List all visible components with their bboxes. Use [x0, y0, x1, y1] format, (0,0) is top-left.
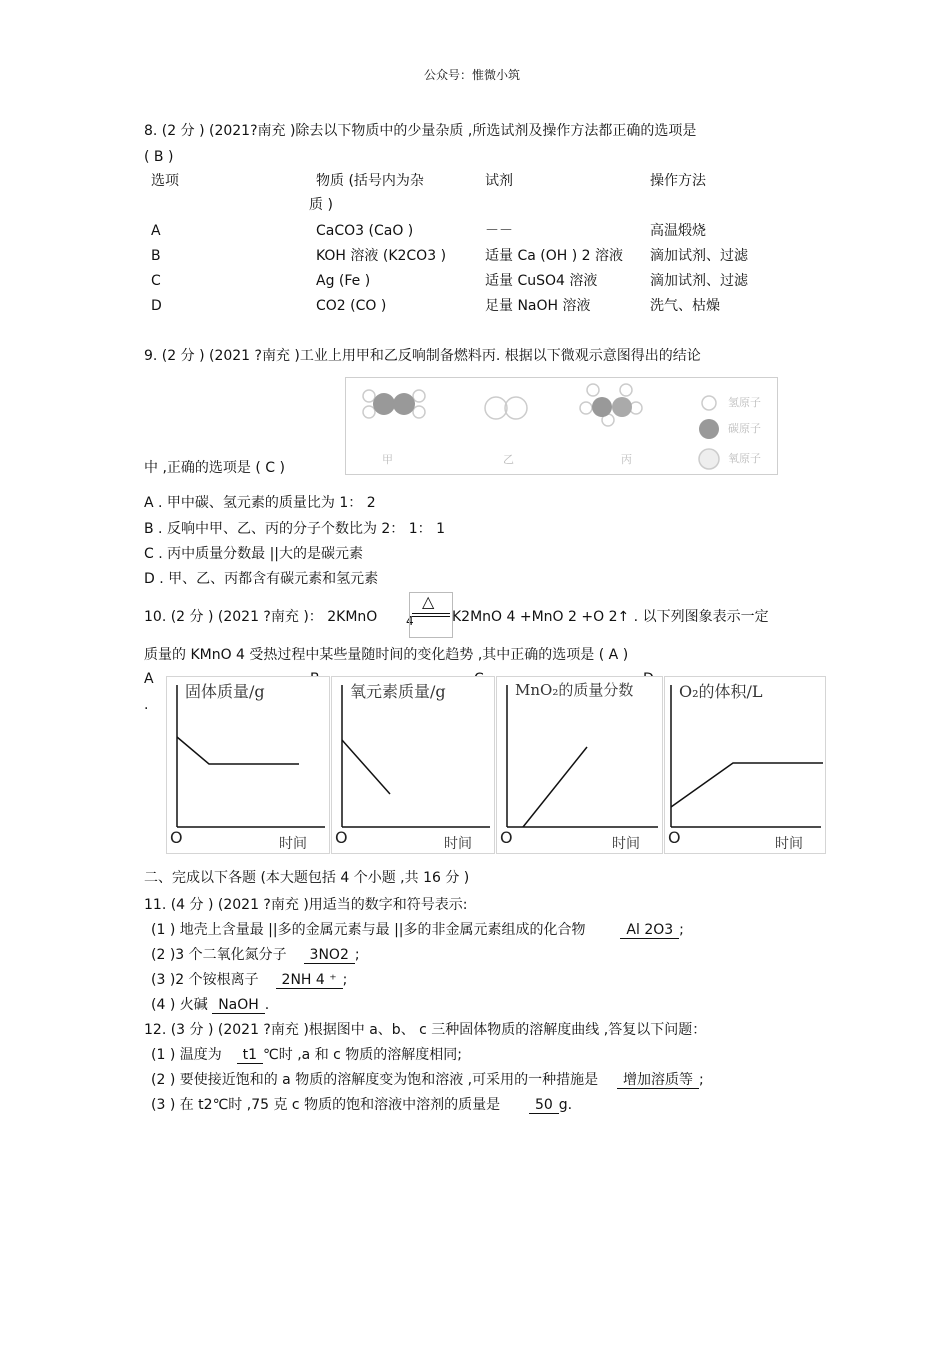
- q10-stem-b: K2MnO 4 +MnO 2 +O 2↑ . 以下列图象表示一定: [452, 609, 769, 625]
- graph-b-xlabel: 时间: [444, 836, 472, 852]
- q12-item-1-answer: t1: [237, 1047, 263, 1064]
- q8-row-a-substance: CaCO3 (CaO ): [316, 223, 414, 239]
- graph-d-ylabel: O₂的体积/L: [679, 682, 763, 701]
- q8-row-a-reagent: －－: [485, 223, 513, 239]
- q11-item-3-text: (3 )2 个铵根离子: [151, 972, 259, 988]
- graph-d-curve: [671, 763, 823, 807]
- q11-item-3: [151, 971, 347, 989]
- q11-item-2-answer: 3NO2: [304, 947, 355, 964]
- graph-c-xlabel: 时间: [612, 836, 640, 852]
- oxygen-legend-icon: [699, 449, 719, 469]
- q9-stem: 9. (2 分 ) (2021 ?南充 )工业上用甲和乙反响制备燃料丙. 根据以下微观示意图得出的结论: [144, 348, 701, 364]
- q8-header-substance: 物质 (括号内为杂: [316, 173, 424, 189]
- legend-carbon: 碳原子: [728, 422, 761, 435]
- q8-row-b-reagent: 适量 Ca (OH ) 2 溶液: [485, 248, 623, 264]
- q10-stem-2: 质量的 KMnO 4 受热过程中某些量随时间的变化趋势 ,其中正确的选项是 ( A ): [144, 647, 629, 663]
- graph-b-curve: [342, 740, 390, 794]
- q11-item-3-answer: 2NH 4 ⁺: [276, 972, 343, 989]
- graph-c-curve: [523, 747, 587, 827]
- graph-a: [166, 676, 330, 854]
- q10-subscript: 4: [406, 614, 414, 628]
- q8-row-d-option: D: [151, 298, 162, 314]
- q8-row-b-substance: KOH 溶液 (K2CO3 ): [316, 248, 447, 264]
- q8-row-d-reagent: 足量 NaOH 溶液: [485, 298, 591, 314]
- hydrogen-legend-icon: [702, 396, 716, 410]
- q8-row-c-reagent: 适量 CuSO4 溶液: [485, 273, 598, 289]
- q12-item-3: [151, 1096, 572, 1114]
- q10-stem-a: 10. (2 分 ) (2021 ?南充 )： 2KMnO: [144, 609, 378, 625]
- q11-item-4-answer: NaOH: [212, 997, 265, 1014]
- q9-option-b: B . 反响中甲、乙、丙的分子个数比为 2： 1： 1: [144, 521, 446, 537]
- equals-line-top: [412, 613, 450, 614]
- q12-item-2-text: (2 ) 要使接近饱和的 a 物质的溶解度变为饱和溶液 ,可采用的一种措施是: [151, 1072, 599, 1088]
- graph-b: [331, 676, 495, 854]
- legend-hydrogen: 氢原子: [728, 396, 761, 409]
- reaction-condition-box: [409, 592, 453, 638]
- graph-b-svg: [332, 677, 494, 853]
- q11-item-4: [151, 996, 269, 1014]
- graph-b-origin: O: [335, 828, 348, 847]
- label-yi: 乙: [503, 453, 514, 466]
- q9-option-d: D . 甲、乙、丙都含有碳元素和氢元素: [144, 571, 379, 587]
- q8-row-d-method: 洗气、枯燥: [650, 298, 720, 314]
- graph-a-xlabel: 时间: [279, 836, 307, 852]
- q9-option-c: C . 丙中质量分数最 ||大的是碳元素: [144, 546, 364, 562]
- q9-answer: 中 ,正确的选项是 ( C ): [144, 460, 285, 476]
- q12-item-3-text: (3 ) 在 t2℃时 ,75 克 c 物质的饱和溶液中溶剂的质量是: [151, 1097, 501, 1113]
- q11-item-1-answer: Al 2O3: [620, 922, 679, 939]
- q8-header-reagent: 试剂: [485, 173, 513, 189]
- molecule-svg: [346, 378, 777, 474]
- q10-dot-a: .: [144, 697, 149, 713]
- q8-header-option: 选项: [151, 173, 179, 189]
- graph-d-svg: [665, 677, 825, 853]
- molecule-diagram: [345, 377, 778, 475]
- q11-item-1-post: ;: [679, 922, 684, 938]
- q8-header-method: 操作方法: [650, 173, 706, 189]
- molecule-jia: [363, 390, 425, 418]
- q8-stem: 8. (2 分 ) (2021?南充 )除去以下物质中的少量杂质 ,所选试剂及操作方法都正确的选项是: [144, 123, 697, 139]
- graph-a-curve: [177, 737, 299, 764]
- legend-oxygen: 氧原子: [728, 452, 761, 465]
- q11-item-2: [151, 946, 360, 964]
- q12-item-1-post: ℃时 ,a 和 c 物质的溶解度相同;: [263, 1047, 463, 1063]
- q8-answer: ( B ): [144, 149, 174, 165]
- q8-row-a-option: A: [151, 223, 161, 239]
- section-two-title: 二、完成以下各题 (本大题包括 4 个小题 ,共 16 分 ): [144, 870, 470, 886]
- q8-row-a-method: 高温煅烧: [650, 223, 706, 239]
- q11-item-4-post: .: [264, 997, 270, 1013]
- q11-stem: 11. (4 分 ) (2021 ?南充 )用适当的数字和符号表示:: [144, 897, 468, 913]
- graph-c-svg: [497, 677, 662, 853]
- q12-item-2-answer: 增加溶质等: [617, 1072, 699, 1089]
- q8-header-substance-2: 质 ): [309, 197, 333, 213]
- q8-row-c-option: C: [151, 273, 161, 289]
- q11-item-2-text: (2 )3 个二氧化氮分子: [151, 947, 287, 963]
- molecule-bing: [580, 384, 642, 426]
- q12-item-3-post: g.: [558, 1097, 573, 1113]
- label-jia: 甲: [382, 453, 393, 466]
- q8-row-c-substance: Ag (Fe ): [316, 273, 371, 289]
- graph-c-origin: O: [500, 828, 513, 847]
- q12-item-1: [151, 1046, 462, 1064]
- q11-item-3-post: ;: [342, 972, 348, 988]
- graph-b-ylabel: 氧元素质量/g: [350, 682, 446, 701]
- q8-row-d-substance: CO2 (CO ): [316, 298, 387, 314]
- q8-row-b-method: 滴加试剂、过滤: [650, 248, 748, 264]
- equals-line-bottom: [412, 616, 450, 617]
- q12-item-3-answer: 50: [529, 1097, 559, 1114]
- q12-stem: 12. (3 分 ) (2021 ?南充 )根据图中 a、b、 c 三种固体物质的溶解度曲线 ,答复以下问题：: [144, 1022, 707, 1038]
- graph-a-origin: O: [170, 828, 183, 847]
- graph-d: [664, 676, 826, 854]
- q11-item-2-post: ;: [354, 947, 360, 963]
- molecule-yi: [485, 397, 527, 419]
- graph-a-svg: [167, 677, 329, 853]
- q8-row-c-method: 滴加试剂、过滤: [650, 273, 748, 289]
- heat-symbol: △: [422, 592, 435, 611]
- graph-d-origin: O: [668, 828, 681, 847]
- q10-letter-a: A: [144, 671, 154, 687]
- graph-d-xlabel: 时间: [775, 836, 803, 852]
- q11-item-4-text: (4 ) 火碱: [151, 997, 208, 1013]
- q8-row-b-option: B: [151, 248, 161, 264]
- q12-item-1-text: (1 ) 温度为: [151, 1047, 222, 1063]
- label-bing: 丙: [621, 453, 632, 466]
- graph-c: [496, 676, 663, 854]
- q9-option-a: A . 甲中碳、氢元素的质量比为 1： 2: [144, 495, 376, 511]
- graph-c-ylabel: MnO₂的质量分数: [515, 681, 634, 699]
- carbon-legend-icon: [699, 419, 719, 439]
- q11-item-1: [151, 921, 684, 939]
- q12-item-2-post: ;: [699, 1072, 704, 1088]
- q12-item-2: [151, 1071, 704, 1089]
- graph-a-ylabel: 固体质量/g: [185, 682, 265, 701]
- q11-item-1-text: (1 ) 地壳上含量最 ||多的金属元素与最 ||多的非金属元素组成的化合物: [151, 922, 586, 938]
- page-header: 公众号：惟微小筑: [424, 68, 521, 82]
